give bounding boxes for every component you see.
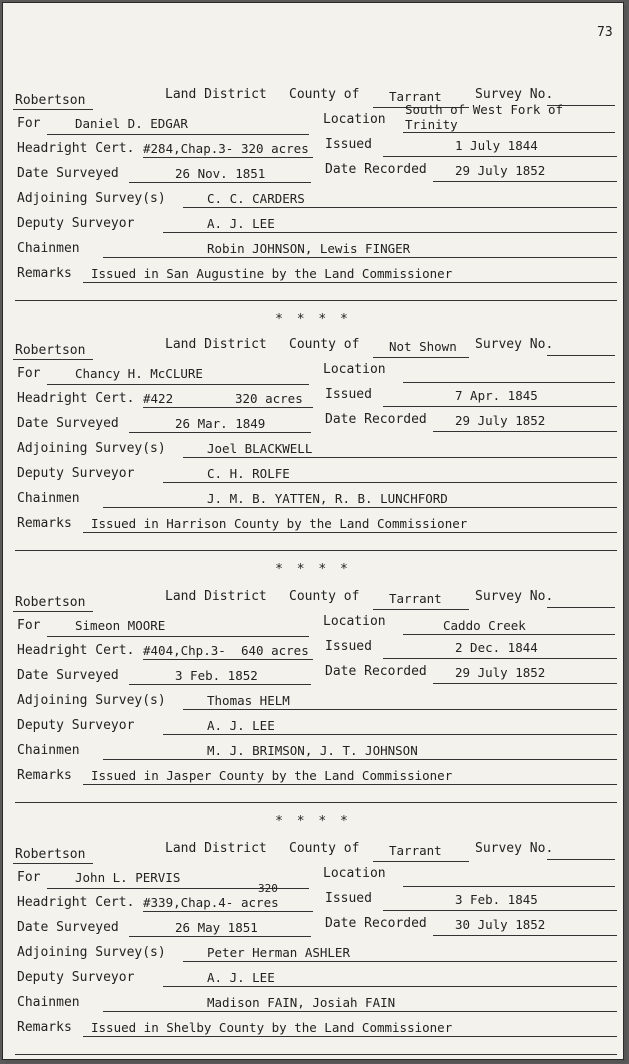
district-underline [13,863,93,864]
adjoining-label: Adjoining Survey(s) [17,945,166,960]
adjoining-value: C. C. CARDERS [207,191,305,206]
remarks-label: Remarks [17,266,72,281]
deputy-underline [163,232,617,233]
remarks-continuation-line [15,802,617,803]
date-recorded-label: Date Recorded [325,916,427,931]
chainmen-value: Robin JOHNSON, Lewis FINGER [207,241,411,256]
land-district-label: Land District [165,337,267,352]
date-surveyed-value: 26 May 1851 [175,920,258,935]
remarks-underline [83,532,617,533]
deputy-label: Deputy Surveyor [17,216,135,231]
chainmen-value: J. M. B. YATTEN, R. B. LUNCHFORD [207,491,448,506]
deputy-underline [163,734,617,735]
deputy-label: Deputy Surveyor [17,970,135,985]
chainmen-underline [103,1011,617,1012]
issued-date: 2 Dec. 1844 [455,640,538,655]
headright-label: Headright Cert. [17,391,135,406]
remarks-value: Issued in Jasper County by the Land Commissioner [91,768,453,783]
county-of-label: County of [289,589,360,604]
issued-date: 1 July 1844 [455,138,538,153]
cert-number: #284,Chap.3- [143,141,234,156]
adjoining-value: Joel BLACKWELL [207,441,313,456]
district-underline [13,359,93,360]
survey-no-underline [547,355,615,356]
adjoining-underline [183,457,617,458]
survey-no-underline [547,859,615,860]
grantee-name: Chancy H. McCLURE [75,366,203,381]
county-name: Not Shown [389,339,457,354]
for-label: For [17,366,41,381]
record-separator: * * * * [275,562,351,577]
deputy-label: Deputy Surveyor [17,718,135,733]
adjoining-value: Peter Herman ASHLER [207,945,350,960]
date-recorded-underline [433,935,617,936]
adjoining-label: Adjoining Survey(s) [17,693,166,708]
chainmen-underline [103,759,617,760]
date-surveyed-underline [129,182,311,183]
chainmen-value: M. J. BRIMSON, J. T. JOHNSON [207,743,418,758]
record-separator: * * * * [275,814,351,829]
chainmen-label: Chainmen [17,995,80,1010]
district-underline [13,611,93,612]
deputy-underline [163,482,617,483]
headright-label: Headright Cert. [17,141,135,156]
date-surveyed-value: 26 Mar. 1849 [175,416,266,431]
deputy-value: A. J. LEE [207,970,275,985]
cert-number: #422 [143,391,174,406]
location-label: Location [323,112,386,127]
remarks-label: Remarks [17,516,72,531]
cert-acres: 640 acres [241,643,309,658]
adjoining-underline [183,709,617,710]
deputy-value: A. J. LEE [207,216,275,231]
county-name: Tarrant [389,89,442,104]
headright-underline [143,157,313,158]
remarks-label: Remarks [17,768,72,783]
issued-label: Issued [325,891,372,906]
location-label: Location [323,362,386,377]
deputy-value: C. H. ROLFE [207,466,290,481]
district-name: Robertson [15,343,86,358]
cert-acres-above: 320 [258,882,278,895]
chainmen-underline [103,507,617,508]
issued-date: 3 Feb. 1845 [455,892,538,907]
date-recorded-label: Date Recorded [325,412,427,427]
cert-acres: 320 acres [235,391,303,406]
date-recorded-underline [433,181,617,182]
remarks-value: Issued in Harrison County by the Land Commissioner [91,516,468,531]
for-label: For [17,116,41,131]
location-underline [403,634,615,635]
for-label: For [17,870,41,885]
land-district-label: Land District [165,87,267,102]
issued-underline [383,156,617,157]
remarks-value: Issued in Shelby County by the Land Commissioner [91,1020,453,1035]
survey-no-label: Survey No. [475,87,554,102]
chainmen-label: Chainmen [17,491,80,506]
headright-underline [143,911,313,912]
district-name: Robertson [15,93,86,108]
issued-underline [383,910,617,911]
county-of-label: County of [289,87,360,102]
remarks-value: Issued in San Augustine by the Land Commissioner [91,266,453,281]
location-label: Location [323,866,386,881]
location-underline [403,886,615,887]
grantee-name: John L. PERVIS [75,870,181,885]
date-recorded-underline [433,683,617,684]
survey-no-label: Survey No. [475,589,554,604]
headright-underline [143,407,313,408]
page-number: 73 [597,25,613,40]
issued-label: Issued [325,387,372,402]
remarks-label: Remarks [17,1020,72,1035]
cert-number: #339,Chap.4- [143,895,234,910]
adjoining-underline [183,207,617,208]
deputy-value: A. J. LEE [207,718,275,733]
issued-underline [383,658,617,659]
date-recorded-value: 29 July 1852 [455,665,546,680]
grantee-underline [47,134,309,135]
remarks-underline [83,1036,617,1037]
chainmen-underline [103,257,617,258]
district-underline [13,109,93,110]
survey-no-label: Survey No. [475,841,554,856]
adjoining-label: Adjoining Survey(s) [17,191,166,206]
grantee-underline [47,384,309,385]
county-underline [373,609,469,610]
remarks-continuation-line [15,300,617,301]
location-value-line1: South of West Fork of [405,102,564,117]
grantee-underline [47,636,309,637]
date-recorded-underline [433,431,617,432]
county-name: Tarrant [389,591,442,606]
document-page [2,2,624,1060]
remarks-underline [83,784,617,785]
land-district-label: Land District [165,589,267,604]
issued-underline [383,406,617,407]
location-underline [403,382,615,383]
district-name: Robertson [15,595,86,610]
location-value-line2: Trinity [405,117,458,132]
land-district-label: Land District [165,841,267,856]
date-recorded-value: 29 July 1852 [455,163,546,178]
issued-label: Issued [325,639,372,654]
date-recorded-value: 29 July 1852 [455,413,546,428]
date-surveyed-label: Date Surveyed [17,920,119,935]
location-underline [403,132,615,133]
adjoining-underline [183,961,617,962]
for-label: For [17,618,41,633]
county-of-label: County of [289,337,360,352]
date-surveyed-underline [129,684,311,685]
chainmen-label: Chainmen [17,743,80,758]
headright-label: Headright Cert. [17,895,135,910]
date-recorded-label: Date Recorded [325,664,427,679]
grantee-name: Daniel D. EDGAR [75,116,188,131]
deputy-underline [163,986,617,987]
chainmen-value: Madison FAIN, Josiah FAIN [207,995,396,1010]
location-value: Caddo Creek [443,618,526,633]
adjoining-label: Adjoining Survey(s) [17,441,166,456]
county-underline [373,861,469,862]
deputy-label: Deputy Surveyor [17,466,135,481]
survey-no-underline [547,607,615,608]
date-recorded-label: Date Recorded [325,162,427,177]
cert-acres: 320 acres [241,141,309,156]
date-surveyed-underline [129,936,311,937]
headright-underline [143,659,313,660]
issued-label: Issued [325,137,372,152]
survey-no-label: Survey No. [475,337,554,352]
headright-label: Headright Cert. [17,643,135,658]
remarks-continuation-line [15,1054,617,1055]
issued-date: 7 Apr. 1845 [455,388,538,403]
date-surveyed-label: Date Surveyed [17,166,119,181]
date-recorded-value: 30 July 1852 [455,917,546,932]
date-surveyed-underline [129,432,311,433]
county-underline [373,357,469,358]
date-surveyed-label: Date Surveyed [17,416,119,431]
remarks-continuation-line [15,550,617,551]
grantee-name: Simeon MOORE [75,618,166,633]
adjoining-value: Thomas HELM [207,693,290,708]
county-of-label: County of [289,841,360,856]
date-surveyed-value: 26 Nov. 1851 [175,166,266,181]
county-name: Tarrant [389,843,442,858]
date-surveyed-label: Date Surveyed [17,668,119,683]
remarks-underline [83,282,617,283]
record-separator: * * * * [275,312,351,327]
date-surveyed-value: 3 Feb. 1852 [175,668,258,683]
chainmen-label: Chainmen [17,241,80,256]
district-name: Robertson [15,847,86,862]
location-label: Location [323,614,386,629]
cert-acres: acres [241,895,279,910]
cert-number: #404,Chp.3- [143,643,226,658]
